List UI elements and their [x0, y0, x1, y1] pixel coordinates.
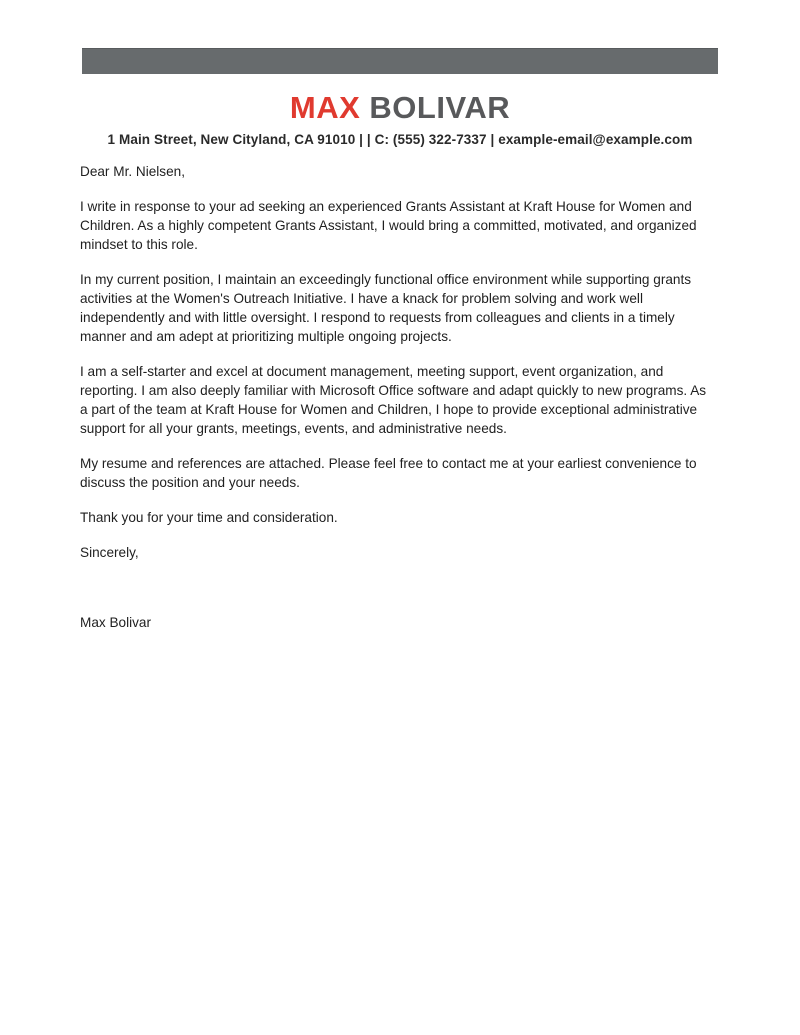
- applicant-first-name: MAX: [289, 90, 361, 125]
- signature-name: Max Bolivar: [80, 615, 152, 630]
- applicant-last-name: BOLIVAR: [369, 90, 511, 125]
- body-paragraph-1: I write in response to your ad seeking an experienced Grants Assistant at Kraft House for Women and Children. As a highly competent Grants Assistant, I would bring a committed, motivated, and organized mindset to this role.: [80, 199, 697, 252]
- body-paragraph-4: My resume and references are attached. Please feel free to contact me at your earliest convenience to discuss the position and your needs.: [80, 456, 697, 490]
- applicant-name: [290, 90, 510, 125]
- salutation: Dear Mr. Nielsen,: [80, 164, 186, 179]
- sign-off: Sincerely,: [80, 545, 139, 560]
- contact-info-line: 1 Main Street, New Cityland, CA 91010 | | C: (555) 322-7337 | example-email@example.com: [107, 132, 693, 147]
- applicant-name-block: [0, 92, 800, 123]
- body-paragraph-2: In my current position, I maintain an exceedingly functional office environment while supporting grants activities at the Women's Outreach Initiative. I have a knack for problem solving and work well independently and with little oversight. I respond to requests from colleagues and clients in a timely manner and am adept at prioritizing multiple ongoing projects.: [80, 272, 692, 344]
- letter-body: [80, 162, 716, 632]
- header-accent-bar: [82, 48, 718, 74]
- thank-you-line: Thank you for your time and consideration.: [80, 510, 338, 525]
- body-paragraph-3: I am a self-starter and excel at document management, meeting support, event organization, and reporting. I am also deeply familiar with Microsoft Office software and adapt quickly to new programs. As a part of the team at Kraft House for Women and Children, I hope to provide exceptional administrative support for all your grants, meetings, events, and administrative needs.: [80, 364, 707, 436]
